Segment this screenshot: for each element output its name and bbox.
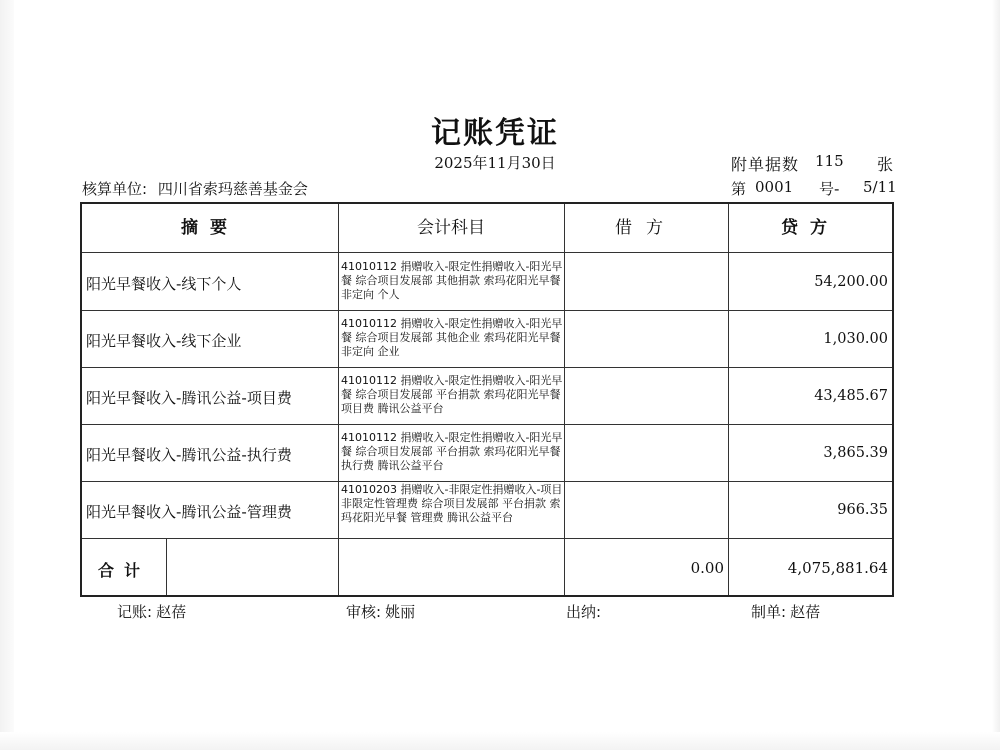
row-credit: 43,485.67 bbox=[814, 388, 888, 404]
bookkeeper-signature bbox=[117, 601, 186, 622]
attachments-info bbox=[731, 152, 894, 175]
row-divider bbox=[82, 481, 892, 482]
row-summary: 阳光早餐收入-腾讯公益-项目费 bbox=[86, 389, 292, 407]
row-credit: 966.35 bbox=[837, 502, 888, 518]
accounting-unit-name: 四川省索玛慈善基金会 bbox=[157, 180, 308, 198]
row-account: 41010112 捐赠收入-限定性捐赠收入-阳光早餐 综合项目发展部 其他捐款 索玛花阳光早餐 非定向 个人 bbox=[341, 260, 563, 301]
scan-edge-right bbox=[992, 0, 1000, 750]
row-summary: 阳光早餐收入-腾讯公益-执行费 bbox=[86, 446, 292, 464]
row-credit: 3,865.39 bbox=[823, 445, 888, 461]
row-summary: 阳光早餐收入-线下个人 bbox=[86, 275, 242, 293]
voucher-suffix: 号- bbox=[819, 180, 840, 198]
voucher-page: 5/11 bbox=[863, 178, 897, 196]
reviewer-label: 审核: bbox=[346, 603, 382, 621]
attachments-unit: 张 bbox=[877, 155, 894, 174]
header-divider bbox=[82, 252, 892, 253]
voucher-table bbox=[80, 202, 894, 597]
voucher-number-value: 0001 bbox=[755, 178, 794, 196]
header-debit: 借方 bbox=[615, 218, 677, 238]
row-account: 41010112 捐赠收入-限定性捐赠收入-阳光早餐 综合项目发展部 平台捐款 索玛花阳光早餐 项目费 腾讯公益平台 bbox=[341, 374, 563, 415]
row-account: 41010112 捐赠收入-限定性捐赠收入-阳光早餐 综合项目发展部 平台捐款 索玛花阳光早餐 执行费 腾讯公益平台 bbox=[341, 431, 563, 472]
bookkeeper-label: 记账: bbox=[117, 603, 153, 621]
voucher-prefix: 第 bbox=[731, 180, 747, 198]
scan-edge-bottom bbox=[0, 732, 1000, 750]
row-account: 41010112 捐赠收入-限定性捐赠收入-阳光早餐 综合项目发展部 其他企业 索玛花阳光早餐 非定向 企业 bbox=[341, 317, 563, 358]
cashier-label: 出纳: bbox=[566, 603, 602, 621]
col-divider-debit bbox=[564, 204, 565, 595]
header-summary: 摘要 bbox=[181, 218, 239, 238]
preparer-name: 赵蓓 bbox=[790, 603, 821, 621]
total-debit: 0.00 bbox=[690, 559, 724, 577]
header-credit: 贷方 bbox=[781, 218, 839, 238]
row-credit: 1,030.00 bbox=[823, 331, 888, 347]
voucher-date: 2025年11月30日 bbox=[434, 154, 556, 172]
accounting-unit-label: 核算单位: bbox=[82, 180, 148, 198]
row-account: 41010203 捐赠收入-非限定性捐赠收入-项目非限定性管理费 综合项目发展部 平台捐款 索玛花阳光早餐 管理费 腾讯公益平台 bbox=[341, 483, 563, 524]
cashier-signature bbox=[566, 601, 601, 622]
total-label-divider bbox=[166, 538, 167, 595]
total-divider bbox=[82, 538, 892, 539]
attachments-label: 附单据数 bbox=[731, 155, 800, 174]
preparer-label: 制单: bbox=[751, 603, 787, 621]
row-credit: 54,200.00 bbox=[814, 274, 888, 290]
row-divider bbox=[82, 310, 892, 311]
reviewer-name: 姚丽 bbox=[385, 603, 416, 621]
col-divider-account bbox=[338, 204, 339, 595]
row-divider bbox=[82, 367, 892, 368]
attachments-count: 115 bbox=[815, 152, 844, 170]
preparer-signature bbox=[751, 601, 820, 622]
accounting-unit bbox=[82, 178, 308, 199]
total-credit: 4,075,881.64 bbox=[787, 559, 888, 577]
reviewer-signature bbox=[346, 601, 415, 622]
total-label: 合计 bbox=[97, 561, 150, 580]
row-divider bbox=[82, 424, 892, 425]
row-summary: 阳光早餐收入-线下企业 bbox=[86, 332, 242, 350]
bookkeeper-name: 赵蓓 bbox=[156, 603, 187, 621]
row-summary: 阳光早餐收入-腾讯公益-管理费 bbox=[86, 503, 292, 521]
page-title: 记账凭证 bbox=[431, 116, 559, 151]
header-account: 会计科目 bbox=[417, 218, 485, 238]
